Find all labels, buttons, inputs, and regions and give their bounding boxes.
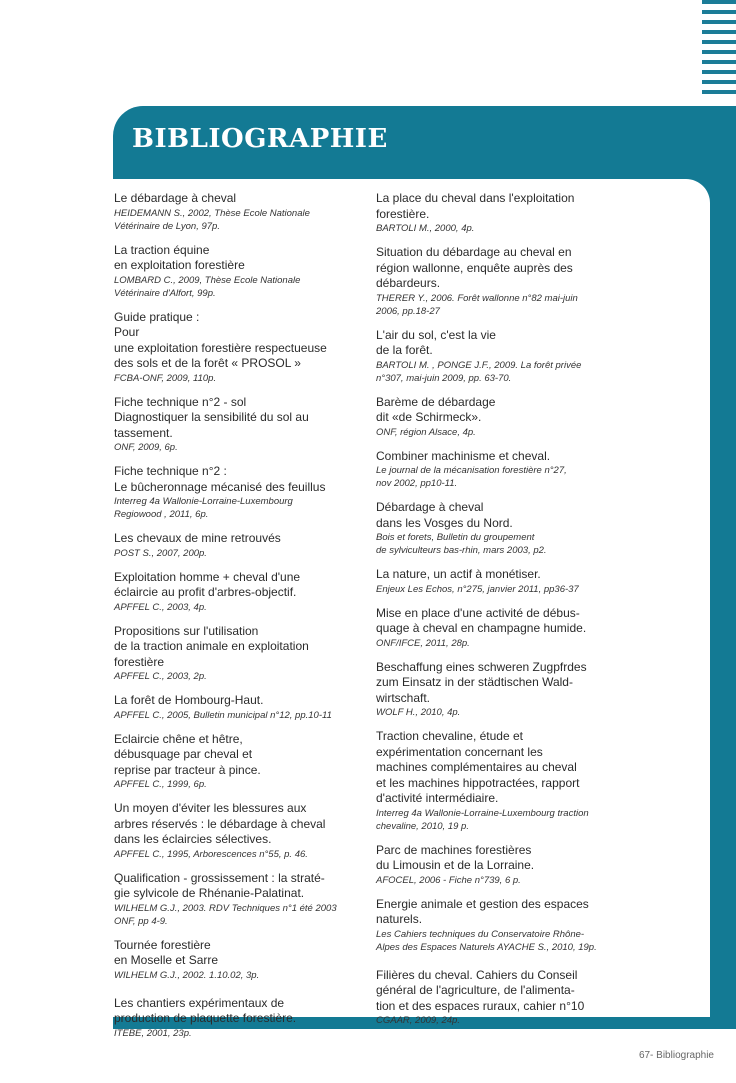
stripe [702, 50, 736, 54]
entry-title: L'air du sol, c'est la vie de la forêt. [376, 327, 496, 357]
bibliography-entry [376, 449, 610, 491]
bibliography-entry [376, 968, 610, 1028]
entry-reference: BARTOLI M. , PONGE J.F., 2009. La forêt privée n°307, mai-juin 2009, pp. 63-70. [376, 359, 582, 384]
entry-title: Energie animale et gestion des espaces naturels. [376, 896, 589, 926]
bibliography-entry [376, 729, 610, 833]
entry-title: Filières du cheval. Cahiers du Conseil général de l'agriculture, de l'alimenta- tion et des espaces ruraux, cahier n°10 [376, 967, 585, 1013]
entry-title: Combiner machinisme et cheval. [376, 448, 551, 463]
bibliography-entry [114, 732, 348, 792]
entry-reference: BARTOLI M., 2000, 4p. [376, 223, 475, 234]
bibliography-entry [114, 310, 348, 385]
bibliography-entry [114, 996, 348, 1040]
bibliography-entry [114, 570, 348, 614]
entry-title: Débardage à cheval dans les Vosges du Nord. [376, 500, 513, 530]
stripe [702, 90, 736, 94]
entry-title: Mise en place d'une activité de débus- quage à cheval en champagne humide. [376, 605, 587, 635]
entry-title: Barème de débardage dit «de Schirmeck». [376, 394, 496, 424]
entry-reference: AFOCEL, 2006 - Fiche n°739, 6 p. [376, 874, 521, 886]
entry-title: Fiche technique n°2 : Le bûcheronnage mécanisé des feuillus [114, 464, 326, 494]
stripe [702, 70, 736, 74]
bibliography-entry [376, 897, 610, 954]
stripe [702, 30, 736, 34]
bibliography-entry [114, 938, 348, 982]
entry-reference: APFFEL C., 1999, 6p. [114, 779, 207, 790]
bibliography-entry [114, 871, 348, 928]
stripe [702, 20, 736, 24]
entry-reference: APFFEL C., 1995, Arborescences n°55, p. 46. [114, 848, 308, 860]
entry-reference: WILHELM G.J., 2003. RDV Techniques n°1 été 2003 ONF, pp 4-9. [114, 902, 337, 927]
bibliography-entry [114, 243, 348, 300]
stripe [702, 0, 736, 4]
bibliography-entry [376, 191, 610, 235]
entry-reference: POST S., 2007, 200p. [114, 547, 207, 559]
stripe [702, 80, 736, 84]
bibliography-entry [376, 395, 610, 439]
page-title: BIBLIOGRAPHIE [132, 124, 388, 154]
page-footer: 67- Bibliographie [638, 1050, 714, 1061]
entry-title: Les chevaux de mine retrouvés [114, 531, 281, 545]
entry-title: Traction chevaline, étude et expérimentation concernant les machines complémentaires au cheval et les machines hippotractées, rapport d'activité intermédiaire. [376, 729, 580, 805]
entry-title: La place du cheval dans l'exploitation forestière. [376, 191, 575, 221]
entry-reference: CGAAR, 2009, 24p. [376, 1015, 460, 1026]
bibliography-entry [376, 843, 610, 887]
entry-reference: WOLF H., 2010, 4p. [376, 707, 461, 718]
entry-title: Un moyen d'éviter les blessures aux arbres réservés : le débardage à cheval dans les éclaircies sélectives. [114, 801, 326, 846]
entry-title: Exploitation homme + cheval d'une éclaircie au profit d'arbres-objectif. [114, 569, 301, 599]
entry-reference: ONF/IFCE, 2011, 28p. [376, 637, 470, 649]
bibliography-entry [114, 464, 348, 521]
entry-reference: Interreg 4a Wallonie-Lorraine-Luxembourg traction chevaline, 2010, 19 p. [376, 807, 589, 832]
entry-title: Tournée forestière en Moselle et Sarre [114, 937, 219, 967]
entry-title: Propositions sur l'utilisation de la traction animale en exploitation forestière [114, 623, 309, 669]
bibliography-entry [114, 531, 348, 560]
entry-reference: WILHELM G.J., 2002. 1.10.02, 3p. [114, 969, 260, 981]
entry-reference: Enjeux Les Echos, n°275, janvier 2011, pp36-37 [376, 583, 579, 595]
entry-title: La traction équine en exploitation forestière [114, 242, 245, 272]
entry-reference: APFFEL C., 2005, Bulletin municipal n°12, pp.10-11 [114, 709, 332, 721]
entry-reference: APFFEL C., 2003, 4p. [114, 601, 207, 613]
entry-title: Parc de machines forestières du Limousin et de la Lorraine. [376, 842, 535, 872]
stripe [702, 10, 736, 14]
entry-reference: APFFEL C., 2003, 2p. [114, 671, 207, 682]
entry-title: Le débardage à cheval [114, 191, 237, 205]
bibliography-entry [376, 245, 610, 318]
entry-reference: LOMBARD C., 2009, Thèse Ecole Nationale Vétérinaire d'Alfort, 99p. [114, 274, 301, 299]
bibliography-entry [376, 606, 610, 650]
bibliography-entry [376, 500, 610, 557]
entry-reference: Interreg 4a Wallonie-Lorraine-Luxembourg Regiowood , 2011, 6p. [114, 496, 293, 520]
bibliography-entry [114, 693, 348, 722]
entry-reference: ONF, 2009, 6p. [114, 442, 178, 453]
bibliography-right-column [376, 191, 610, 1037]
entry-title: Eclaircie chêne et hêtre, débusquage par cheval et reprise par tracteur à pince. [114, 731, 261, 777]
bibliography-entry [376, 567, 610, 596]
entry-reference: Les Cahiers techniques du Conservatoire Rhône- Alpes des Espaces Naturels AYACHE S., 2010, 19p. [376, 928, 597, 953]
entry-title: Les chantiers expérimentaux de production de plaquette forestière. [114, 995, 297, 1025]
entry-title: Guide pratique : Pour une exploitation forestière respectueuse des sols et de la forêt « PROSOL » [114, 309, 327, 370]
entry-title: Qualification - grossissement : la straté- gie sylvicole de Rhénanie-Palatinat. [114, 870, 325, 900]
entry-title: Beschaffung eines schweren Zugpfrdes zum Einsatz in der städtischen Wald- wirtschaft. [376, 659, 587, 705]
entry-reference: ONF, région Alsace, 4p. [376, 426, 476, 438]
entry-reference: Le journal de la mécanisation forestière n°27, nov 2002, pp10-11. [376, 465, 567, 489]
bibliography-entry [114, 191, 348, 233]
entry-title: La forêt de Hombourg-Haut. [114, 693, 264, 707]
entry-reference: FCBA-ONF, 2009, 110p. [114, 372, 217, 384]
entry-title: La nature, un actif à monétiser. [376, 567, 541, 581]
entry-reference: ITEBE, 2001, 23p. [114, 1027, 192, 1039]
stripe [702, 40, 736, 44]
entry-title: Fiche technique n°2 - sol Diagnostiquer la sensibilité du sol au tassement. [114, 394, 309, 440]
entry-title: Situation du débardage au cheval en région wallonne, enquête auprès des débardeurs. [376, 245, 573, 290]
entry-reference: THERER Y., 2006. Forêt wallonne n°82 mai-juin 2006, pp.18-27 [376, 292, 578, 317]
bibliography-entry [114, 624, 348, 684]
bibliography-entry [376, 328, 610, 385]
decorative-stripes [702, 0, 736, 100]
bibliography-entry [114, 801, 348, 861]
entry-reference: HEIDEMANN S., 2002, Thèse Ecole Nationale Vétérinaire de Lyon, 97p. [114, 207, 310, 232]
stripe [702, 60, 736, 64]
bibliography-entry [376, 660, 610, 720]
bibliography-entry [114, 395, 348, 455]
bibliography-left-column [114, 191, 348, 1050]
entry-reference: Bois et forets, Bulletin du groupement de sylviculteurs bas-rhin, mars 2003, p2. [376, 532, 547, 556]
